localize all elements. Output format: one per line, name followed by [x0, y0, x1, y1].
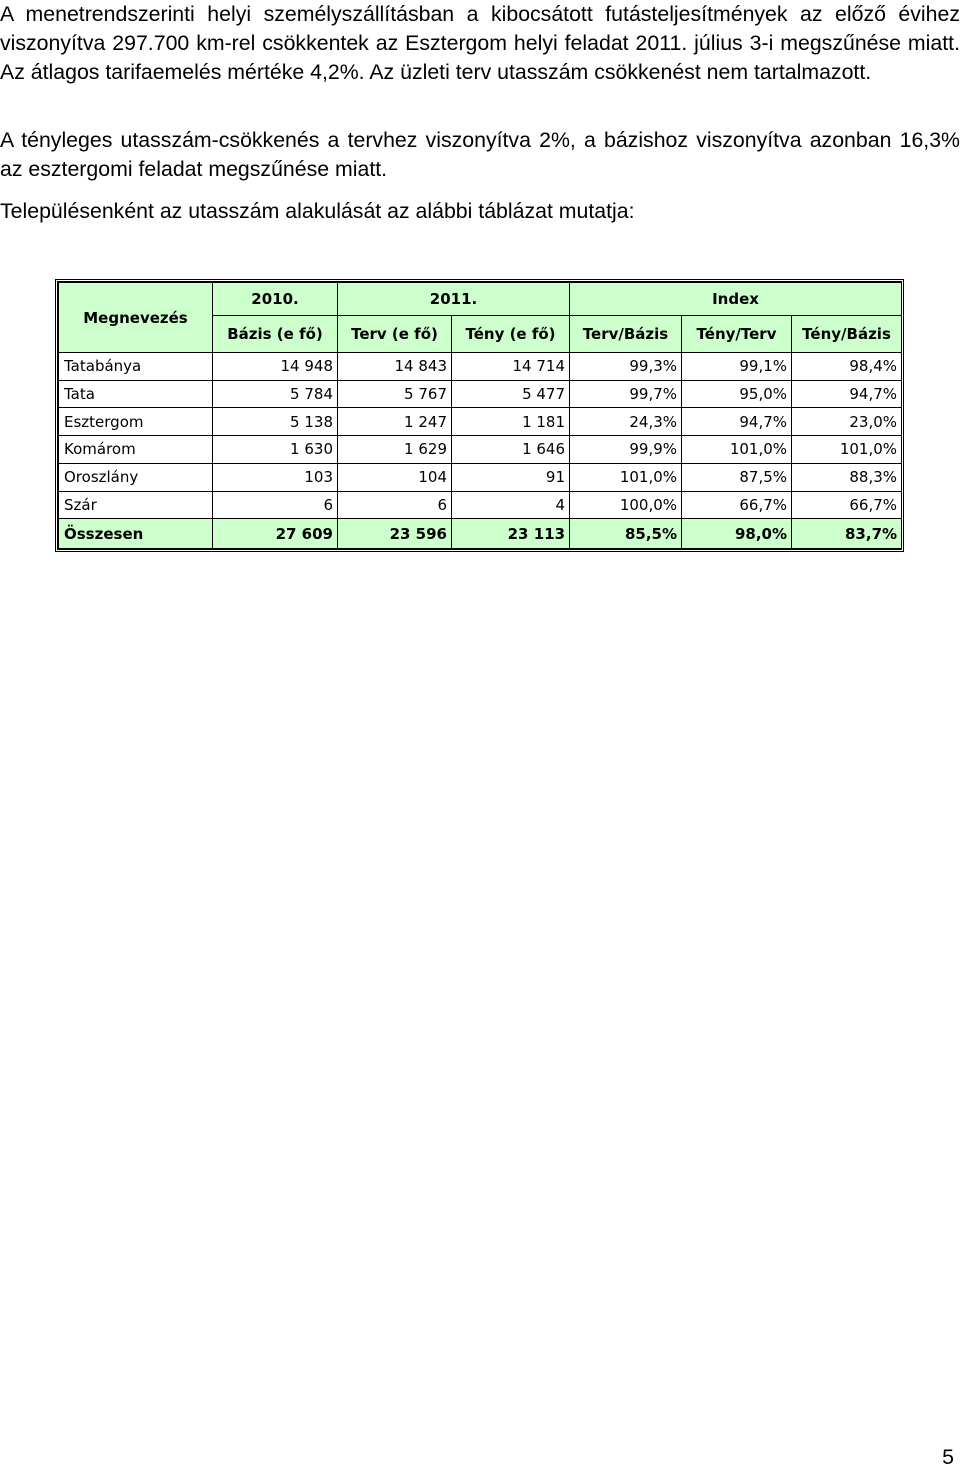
table-total-row	[59, 519, 902, 549]
table-cell: 100,0%	[570, 491, 682, 519]
table-cell: 94,7%	[682, 408, 792, 436]
table-cell: 99,7%	[570, 380, 682, 408]
column-header: Tény (e fő)	[452, 316, 570, 353]
column-header: Tény/Bázis	[792, 316, 902, 353]
table-header-row-1	[59, 283, 902, 316]
header-index: Index	[570, 283, 902, 316]
total-cell: 83,7%	[792, 519, 902, 549]
total-cell: 23 113	[452, 519, 570, 549]
table-cell: 5 784	[213, 380, 338, 408]
table-cell: 1 630	[213, 436, 338, 464]
table-cell: 103	[213, 463, 338, 491]
row-name: Komárom	[59, 436, 213, 464]
column-header: Terv/Bázis	[570, 316, 682, 353]
passenger-table-frame	[55, 279, 904, 552]
table-cell: 14 948	[213, 353, 338, 381]
table-cell: 98,4%	[792, 353, 902, 381]
table-row	[59, 491, 902, 519]
passenger-table	[58, 282, 902, 549]
table-cell: 99,1%	[682, 353, 792, 381]
table-cell: 6	[338, 491, 452, 519]
column-header: Tény/Terv	[682, 316, 792, 353]
table-cell: 5 138	[213, 408, 338, 436]
table-cell: 101,0%	[682, 436, 792, 464]
table-cell: 5 477	[452, 380, 570, 408]
table-row	[59, 353, 902, 381]
total-cell: 27 609	[213, 519, 338, 549]
total-name: Összesen	[59, 519, 213, 549]
table-row	[59, 463, 902, 491]
table-row	[59, 436, 902, 464]
table-cell: 14 714	[452, 353, 570, 381]
table-cell: 101,0%	[792, 436, 902, 464]
table-cell: 104	[338, 463, 452, 491]
header-year-2011: 2011.	[338, 283, 570, 316]
total-cell: 98,0%	[682, 519, 792, 549]
table-cell: 99,9%	[570, 436, 682, 464]
table-cell: 1 247	[338, 408, 452, 436]
row-name: Tata	[59, 380, 213, 408]
table-cell: 101,0%	[570, 463, 682, 491]
table-cell: 1 646	[452, 436, 570, 464]
table-cell: 91	[452, 463, 570, 491]
column-header: Terv (e fő)	[338, 316, 452, 353]
total-cell: 85,5%	[570, 519, 682, 549]
header-year-2010: 2010.	[213, 283, 338, 316]
table-cell: 88,3%	[792, 463, 902, 491]
table-cell: 6	[213, 491, 338, 519]
table-cell: 24,3%	[570, 408, 682, 436]
header-megnevezes: Megnevezés	[59, 283, 213, 353]
paragraph-2: A tényleges utasszám-csökkenés a tervhez viszonyítva 2%, a bázishoz viszonyítva azonban 16,3% az esztergomi feladat megszűnése miatt.	[0, 128, 960, 181]
table-row	[59, 408, 902, 436]
table-cell: 23,0%	[792, 408, 902, 436]
table-cell: 87,5%	[682, 463, 792, 491]
table-row	[59, 380, 902, 408]
table-cell: 1 629	[338, 436, 452, 464]
table-cell: 66,7%	[792, 491, 902, 519]
table-cell: 99,3%	[570, 353, 682, 381]
total-cell: 23 596	[338, 519, 452, 549]
paragraph-1: A menetrendszerinti helyi személyszállításban a kibocsátott futásteljesítmények az előző évihez viszonyítva 297.700 km-rel csökkentek az Esztergom helyi feladat 2011. július 3-i megszűnése miatt. Az átlagos tarifaemelés mértéke 4,2%. Az üzleti terv utasszám csökkenést nem tartalmazott.	[0, 2, 960, 84]
table-cell: 94,7%	[792, 380, 902, 408]
column-header: Bázis (e fő)	[213, 316, 338, 353]
table-cell: 14 843	[338, 353, 452, 381]
table-cell: 4	[452, 491, 570, 519]
row-name: Tatabánya	[59, 353, 213, 381]
row-name: Esztergom	[59, 408, 213, 436]
page-number: 5	[942, 1445, 954, 1469]
table-cell: 5 767	[338, 380, 452, 408]
table-cell: 1 181	[452, 408, 570, 436]
table-cell: 66,7%	[682, 491, 792, 519]
row-name: Szár	[59, 491, 213, 519]
paragraph-3: Településenként az utasszám alakulását az alábbi táblázat mutatja:	[0, 199, 635, 223]
table-cell: 95,0%	[682, 380, 792, 408]
row-name: Oroszlány	[59, 463, 213, 491]
